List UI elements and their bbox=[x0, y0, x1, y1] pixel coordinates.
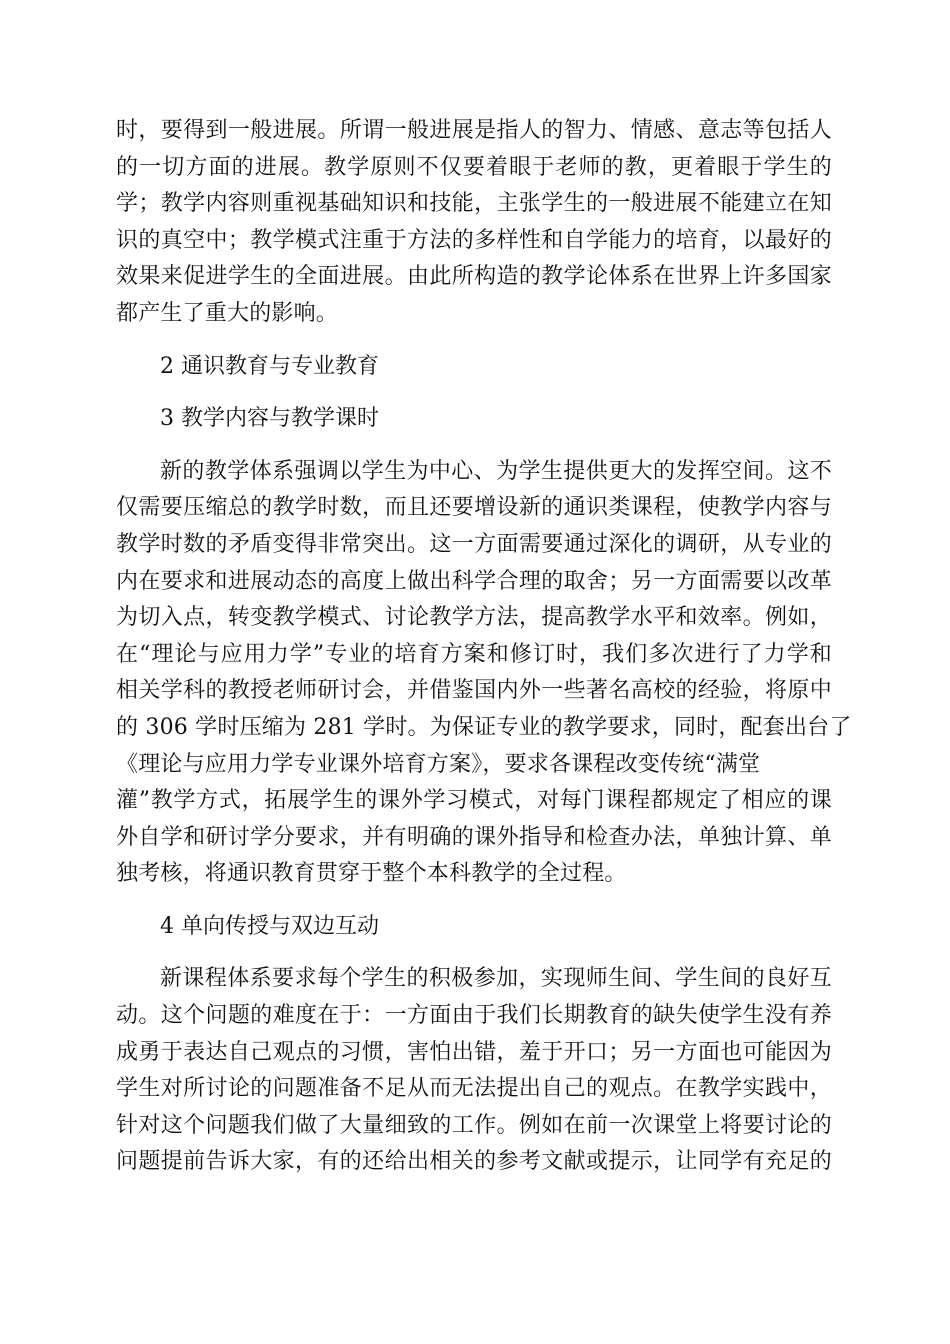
text-line: 学生对所讨论的问题准备不足从而无法提出自己的观点。在教学实践中， bbox=[116, 1076, 832, 1102]
text-line: 《理论与应用力学专业课外培育方案》，要求各课程改变传统“满堂 bbox=[116, 751, 761, 777]
paragraph-4 bbox=[116, 961, 832, 1181]
text-line: 新的教学体系强调以学生为中心、为学生提供更大的发挥空间。这不 bbox=[160, 458, 832, 484]
text-line: 外自学和研讨学分要求，并有明确的课外指导和检查办法，单独计算、单 bbox=[116, 824, 832, 850]
text-line: 的 306 学时压缩为 281 学时。为保证专业的教学要求，同时，配套出台了 bbox=[116, 714, 852, 740]
text-line: 相关学科的教授老师研讨会，并借鉴国内外一些著名高校的经验，将原中 bbox=[116, 678, 832, 704]
text-line: 在“理论与应用力学”专业的培育方案和修订时，我们多次进行了力学和 bbox=[116, 641, 832, 667]
text-line: 教学时数的矛盾变得非常突出。这一方面需要通过深化的调研，从专业的 bbox=[116, 531, 832, 557]
paragraph-3 bbox=[116, 454, 852, 893]
text-line: 识的真空中；教学模式注重于方法的多样性和自学能力的培育，以最好的 bbox=[116, 227, 832, 253]
text-line: 都产生了重大的影响。 bbox=[116, 300, 339, 326]
text-line: 仅需要压缩总的教学时数，而且还要增设新的通识类课程，使教学内容与 bbox=[116, 495, 832, 521]
text-line: 问题提前告诉大家，有的还给出相关的参考文献或提示，让同学有充足的 bbox=[116, 1149, 832, 1175]
text-line: 灌”教学方式，拓展学生的课外学习模式，对每门课程都规定了相应的课 bbox=[116, 788, 832, 814]
text-line: 为切入点，转变教学模式、讨论教学方法，提高教学水平和效率。例如， bbox=[116, 605, 832, 631]
text-line: 效果来促进学生的全面进展。由此所构造的教学论体系在世界上许多国家 bbox=[116, 264, 832, 290]
text-line: 内在要求和进展动态的高度上做出科学合理的取舍；另一方面需要以改革 bbox=[116, 568, 832, 594]
section-heading-4: 4 单向传授与双边互动 bbox=[160, 913, 379, 939]
text-line: 新课程体系要求每个学生的积极参加，实现师生间、学生间的良好互 bbox=[160, 966, 832, 992]
section-heading-2: 2 通识教育与专业教育 bbox=[160, 353, 379, 379]
section-heading-3: 3 教学内容与教学课时 bbox=[160, 406, 379, 432]
text-line: 的一切方面的进展。教学原则不仅要着眼于老师的教，更着眼于学生的 bbox=[116, 154, 832, 180]
text-line: 动。这个问题的难度在于：一方面由于我们长期教育的缺失使学生没有养 bbox=[116, 1003, 832, 1029]
text-line: 独考核，将通识教育贯穿于整个本科教学的全过程。 bbox=[116, 861, 627, 887]
paragraph-1 bbox=[116, 113, 832, 333]
text-line: 成勇于表达自己观点的习惯，害怕出错，羞于开口；另一方面也可能因为 bbox=[116, 1039, 832, 1065]
text-line: 学；教学内容则重视基础知识和技能，主张学生的一般进展不能建立在知 bbox=[116, 191, 832, 217]
text-line: 时，要得到一般进展。所谓一般进展是指人的智力、情感、意志等包括人 bbox=[116, 118, 832, 143]
text-line: 针对这个问题我们做了大量细致的工作。例如在前一次课堂上将要讨论的 bbox=[116, 1112, 832, 1138]
